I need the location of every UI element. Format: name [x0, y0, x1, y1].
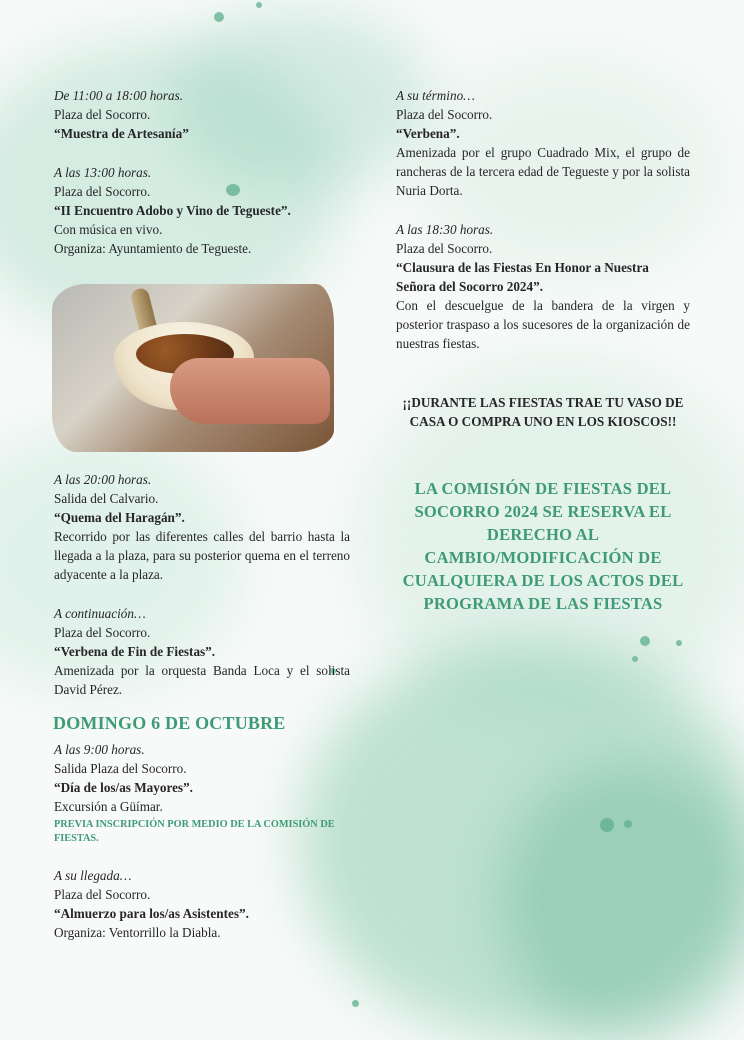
event-time: De 11:00 a 18:00 horas. [54, 88, 184, 103]
food-bowl-photo [52, 284, 334, 452]
event-verbena-fin [54, 604, 350, 699]
paint-speck [214, 12, 224, 22]
event-clausura [396, 220, 690, 353]
event-title: “II Encuentro Adobo y Vino de Tegueste”. [54, 203, 291, 218]
event-detail: Con música en vivo. [54, 222, 163, 237]
event-title: “Muestra de Artesanía” [54, 126, 189, 141]
registration-note: PREVIA INSCRIPCIÓN POR MEDIO DE LA COMISIÓN DE FIESTAS. [54, 819, 335, 844]
event-title: “Clausura de las Fiestas En Honor a Nuestra Señora del Socorro 2024”. [396, 260, 649, 294]
event-title: “Almuerzo para los/as Asistentes”. [54, 906, 249, 921]
event-place: Plaza del Socorro. [54, 184, 151, 199]
watercolor-wash [300, 640, 744, 1040]
paint-speck [256, 2, 262, 8]
paint-speck [352, 1000, 359, 1007]
event-title: “Día de los/as Mayores”. [54, 780, 193, 795]
event-time: A las 13:00 horas. [54, 165, 152, 180]
event-title: “Verbena de Fin de Fiestas”. [54, 644, 216, 659]
event-title: “Verbena”. [396, 126, 460, 141]
disclaimer: LA COMISIÓN DE FIESTAS DEL SOCORRO 2024 SE RESERVA EL DERECHO AL CAMBIO/MODIFICACIÓN DE CUALQUIERA DE LOS ACTOS DEL PROGRAMA DE LAS FIESTAS [402, 479, 684, 613]
paint-speck [640, 636, 650, 646]
event-place: Plaza del Socorro. [396, 241, 493, 256]
event-description: Con el descuelgue de la bandera de la virgen y posterior traspaso a los sucesores de la organización de nuestras fiestas. [396, 298, 690, 351]
day-heading: DOMINGO 6 DE OCTUBRE [53, 713, 286, 733]
event-title: “Quema del Haragán”. [54, 510, 185, 525]
event-place: Salida del Calvario. [54, 491, 159, 506]
event-adobo [54, 163, 350, 258]
hand-shape [170, 358, 330, 424]
watercolor-wash [500, 760, 744, 1040]
event-time: A su llegada… [54, 868, 132, 883]
event-organizer: Organiza: Ayuntamiento de Tegueste. [54, 241, 252, 256]
event-mayores [54, 740, 350, 846]
event-place: Plaza del Socorro. [396, 107, 493, 122]
event-time: A las 18:30 horas. [396, 222, 494, 237]
event-time: A las 20:00 horas. [54, 472, 152, 487]
event-time: A las 9:00 horas. [54, 742, 145, 757]
event-almuerzo [54, 866, 350, 942]
event-place: Salida Plaza del Socorro. [54, 761, 187, 776]
paint-speck [600, 818, 614, 832]
event-description: Recorrido por las diferentes calles del barrio hasta la llegada a la plaza, para su posterior quema en el terreno adyacente a la plaza. [54, 529, 350, 582]
paint-speck [624, 820, 632, 828]
paint-speck [676, 640, 682, 646]
event-verbena [396, 86, 690, 200]
event-place: Plaza del Socorro. [54, 107, 151, 122]
event-description: Amenizada por la orquesta Banda Loca y el solista David Pérez. [54, 663, 350, 697]
right-column [396, 86, 690, 615]
paint-speck [632, 656, 638, 662]
cup-reminder: ¡¡DURANTE LAS FIESTAS TRAE TU VASO DE CASA O COMPRA UNO EN LOS KIOSCOS!! [402, 395, 684, 429]
event-quema [54, 470, 350, 584]
event-detail: Excursión a Güímar. [54, 799, 163, 814]
event-artesania [54, 86, 350, 143]
event-place: Plaza del Socorro. [54, 887, 151, 902]
event-description: Amenizada por el grupo Cuadrado Mix, el grupo de rancheras de la tercera edad de Tegueste y por la solista Nuria Dorta. [396, 145, 690, 198]
event-time: A continuación… [54, 606, 146, 621]
left-column [54, 86, 350, 962]
event-place: Plaza del Socorro. [54, 625, 151, 640]
event-organizer: Organiza: Ventorrillo la Diabla. [54, 925, 221, 940]
event-time: A su término… [396, 88, 475, 103]
